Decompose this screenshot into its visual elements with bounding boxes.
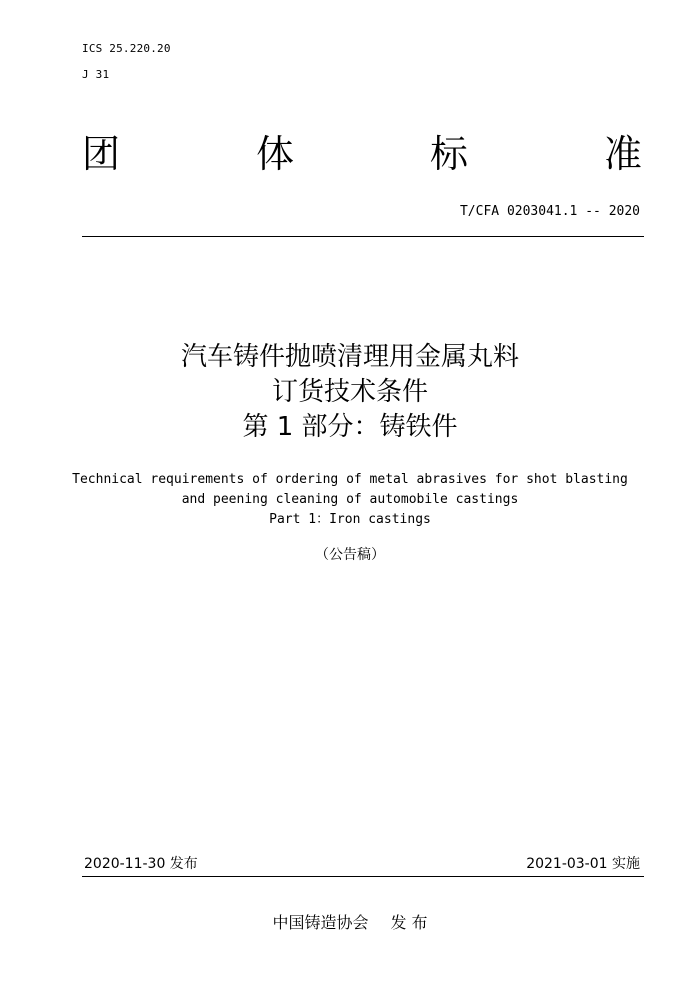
publish-date: 2020-11-30 发布 [84,856,198,872]
publisher-action: 发 布 [390,913,428,932]
title-cn-line-2: 订货技术条件 [271,377,428,407]
heading-char-2: 体 [255,132,294,176]
implement-date: 2021-03-01 实施 [526,856,640,872]
heading-char-4: 准 [603,132,642,176]
title-en-line-1: Technical requirements of ordering of metal abrasives for shot blasting [72,472,628,487]
title-en-line-3: Part 1：Iron castings [269,512,431,527]
draft-note: （公告稿） [315,547,385,563]
title-cn-line-1: 汽车铸件抛喷清理用金属丸料 [180,342,519,372]
title-en-block [0,470,700,530]
standard-number: T/CFA 0203041.1 -- 2020 [459,204,640,219]
publisher-line [0,910,700,933]
publisher-name: 中国铸造协会 [272,913,369,932]
ccs-code: J 31 [82,68,110,81]
ics-code: ICS 25.220.20 [82,42,171,55]
heading-char-1: 团 [82,132,121,176]
title-en-line-2: and peening cleaning of automobile castings [181,492,519,507]
standard-type-heading [82,128,642,180]
title-cn-line-3: 第 1 部分：铸铁件 [242,412,458,442]
heading-char-3: 标 [429,132,468,176]
title-cn-block [0,340,700,445]
footer-divider [82,876,644,877]
header-divider [82,236,644,237]
